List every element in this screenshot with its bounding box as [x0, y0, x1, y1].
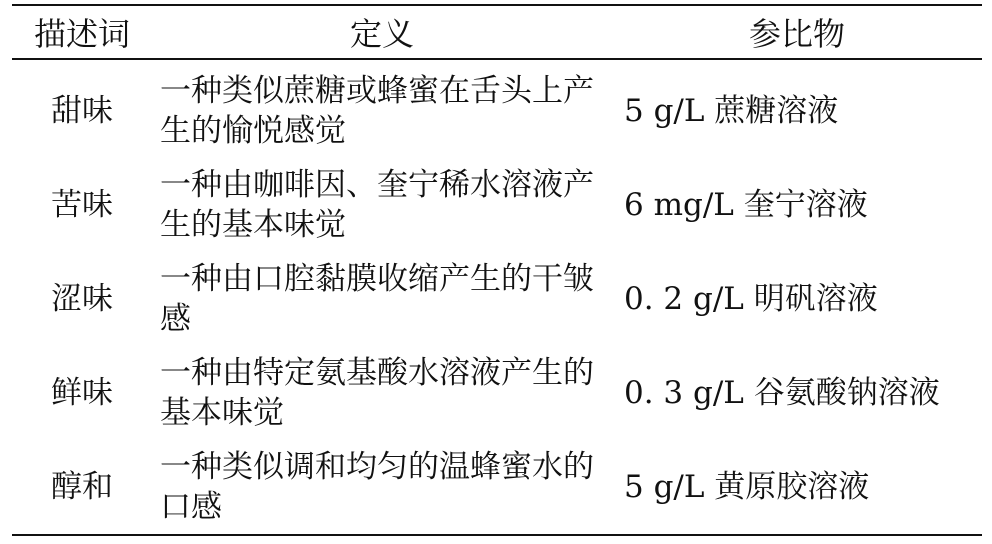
table-row: [12, 158, 982, 252]
taste-descriptor-table-container: [12, 4, 982, 532]
reference-cell: 5 g/L 黄原胶溶液: [624, 469, 870, 505]
table-header: [12, 5, 982, 59]
table-row: [12, 346, 982, 440]
reference-cell: 0. 3 g/L 谷氨酸钠溶液: [624, 375, 940, 411]
definition-cell: 一种类似调和均匀的温蜂蜜水的口感: [160, 449, 594, 525]
header-definition: 定义: [349, 15, 414, 53]
descriptor-cell: 鲜味: [51, 375, 113, 411]
header-row: [12, 5, 982, 59]
definition-cell: 一种类似蔗糖或蜂蜜在舌头上产生的愉悦感觉: [160, 73, 594, 149]
definition-cell: 一种由咖啡因、奎宁稀水溶液产生的基本味觉: [160, 167, 594, 243]
taste-descriptor-table: [12, 4, 982, 536]
descriptor-cell: 醇和: [51, 469, 113, 505]
reference-cell: 0. 2 g/L 明矾溶液: [624, 281, 878, 317]
definition-cell: 一种由口腔黏膜收缩产生的干皱感: [160, 261, 594, 337]
descriptor-cell: 涩味: [51, 281, 113, 317]
descriptor-cell: 苦味: [51, 187, 113, 223]
reference-cell: 6 mg/L 奎宁溶液: [624, 187, 868, 223]
table-row: [12, 440, 982, 535]
reference-cell: 5 g/L 蔗糖溶液: [624, 93, 839, 129]
definition-cell: 一种由特定氨基酸水溶液产生的基本味觉: [160, 355, 594, 431]
header-descriptor: 描述词: [33, 15, 130, 53]
table-row: [12, 252, 982, 346]
descriptor-cell: 甜味: [51, 93, 113, 129]
table-body: [12, 59, 982, 535]
table-row: [12, 59, 982, 158]
header-reference: 参比物: [748, 15, 845, 53]
